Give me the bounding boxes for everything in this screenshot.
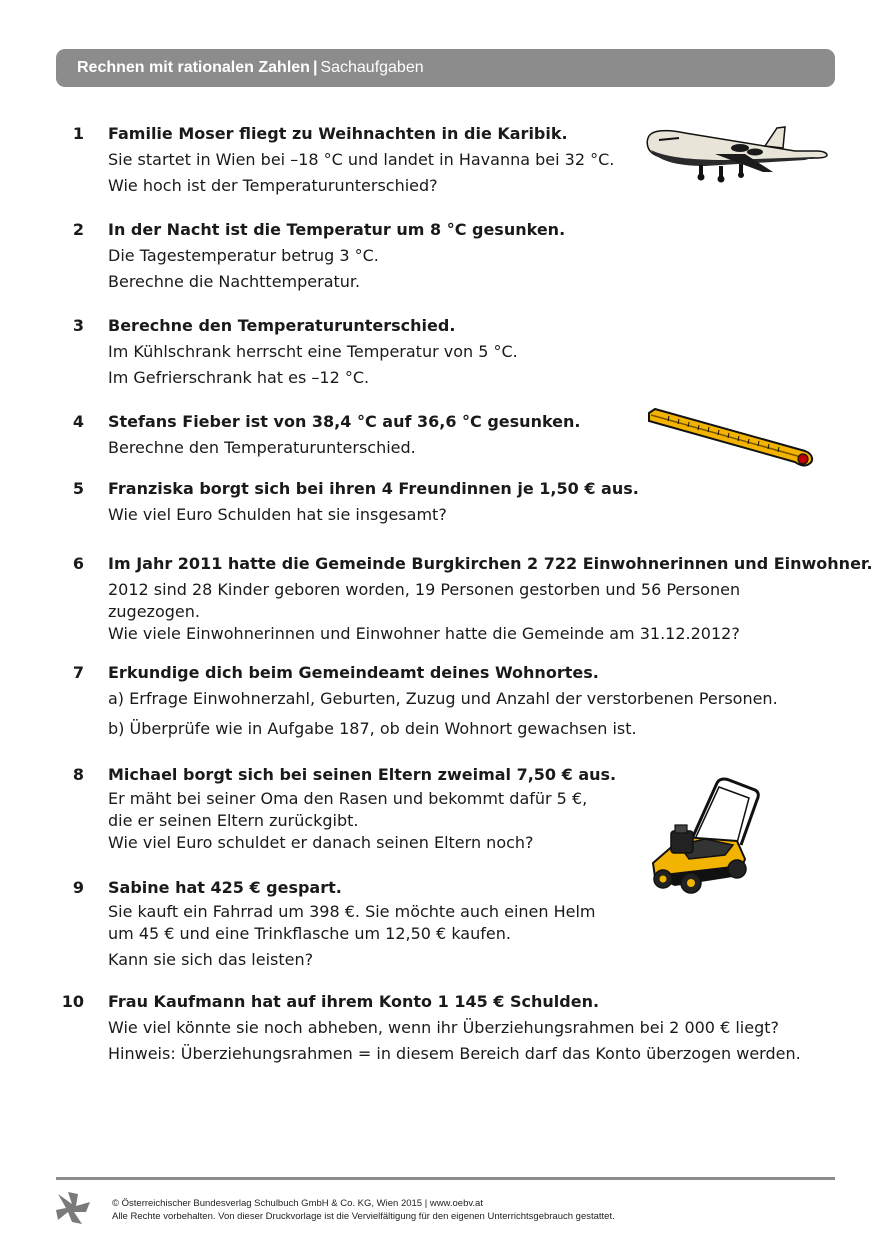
task-line: Wie viel Euro schuldet er danach seinen Eltern noch? — [108, 833, 534, 852]
thermometer-illustration — [645, 407, 817, 469]
task-line: Sie kauft ein Fahrrad um 398 €. Sie möchte auch einen Helm — [108, 902, 596, 921]
lawnmower-illustration — [645, 775, 760, 897]
task-line: Die Tagestemperatur betrug 3 °C. — [108, 246, 379, 265]
header-separator: | — [312, 59, 318, 76]
task-question: In der Nacht ist die Temperatur um 8 °C gesunken. — [108, 220, 566, 239]
task-number: 8 — [72, 765, 84, 784]
task-line: Kann sie sich das leisten? — [108, 950, 314, 969]
task-question: Berechne den Temperaturunterschied. — [108, 316, 456, 335]
footer-rights: Alle Rechte vorbehalten. Von dieser Druckvorlage ist die Vervielfältigung für den eigenen Unterrichtsgebrauch gestattet. — [112, 1211, 615, 1222]
task-line: Hinweis: Überziehungsrahmen = in diesem Bereich darf das Konto überzogen werden. — [108, 1044, 801, 1063]
task-line: zugezogen. — [108, 602, 200, 621]
task-line: Wie viel Euro Schulden hat sie insgesamt? — [108, 505, 447, 524]
airplane-illustration — [645, 124, 830, 184]
header-title: Rechnen mit rationalen Zahlen — [77, 59, 310, 76]
task-number: 5 — [72, 479, 84, 498]
footer-divider — [56, 1177, 835, 1180]
task-question: Sabine hat 425 € gespart. — [108, 878, 342, 897]
task-number: 1 — [72, 124, 84, 143]
task-number: 7 — [72, 663, 84, 682]
task-line: Berechne die Nachttemperatur. — [108, 272, 361, 291]
header-subtitle: Sachaufgaben — [320, 59, 424, 76]
task-line: a) Erfrage Einwohnerzahl, Geburten, Zuzug und Anzahl der verstorbenen Personen. — [108, 689, 778, 708]
task-number: 6 — [72, 554, 84, 573]
task-question: Im Jahr 2011 hatte die Gemeinde Burgkirchen 2 722 Einwohnerinnen und Einwohner. — [108, 554, 873, 573]
task-line: b) Überprüfe wie in Aufgabe 187, ob dein Wohnort gewachsen ist. — [108, 719, 637, 738]
footer-copyright: © Österreichischer Bundesverlag Schulbuch GmbH & Co. KG, Wien 2015 | www.oebv.at — [112, 1198, 483, 1209]
task-line: um 45 € und eine Trinkflasche um 12,50 € kaufen. — [108, 924, 511, 943]
task-question: Familie Moser fliegt zu Weihnachten in die Karibik. — [108, 124, 568, 143]
task-line: Wie viel könnte sie noch abheben, wenn ihr Überziehungsrahmen bei 2 000 € liegt? — [108, 1018, 779, 1037]
task-question: Franziska borgt sich bei ihren 4 Freundinnen je 1,50 € aus. — [108, 479, 639, 498]
task-number: 10 — [61, 992, 84, 1011]
task-question: Frau Kaufmann hat auf ihrem Konto 1 145 € Schulden. — [108, 992, 600, 1011]
task-line: Im Gefrierschrank hat es –12 °C. — [108, 368, 370, 387]
task-number: 4 — [72, 412, 84, 431]
task-line: Sie startet in Wien bei –18 °C und landet in Havanna bei 32 °C. — [108, 150, 615, 169]
task-line: 2012 sind 28 Kinder geboren worden, 19 Personen gestorben und 56 Personen — [108, 580, 741, 599]
header-bar — [56, 49, 835, 87]
footer-text — [112, 1197, 615, 1223]
task-number: 3 — [72, 316, 84, 335]
task-question: Erkundige dich beim Gemeindeamt deines Wohnortes. — [108, 663, 599, 682]
task-line: Im Kühlschrank herrscht eine Temperatur von 5 °C. — [108, 342, 518, 361]
task-line: Berechne den Temperaturunterschied. — [108, 438, 416, 457]
task-line: Er mäht bei seiner Oma den Rasen und bekommt dafür 5 €, — [108, 789, 588, 808]
publisher-logo-icon — [54, 1190, 94, 1228]
task-line: Wie viele Einwohnerinnen und Einwohner hatte die Gemeinde am 31.12.2012? — [108, 624, 740, 643]
task-line: die er seinen Eltern zurückgibt. — [108, 811, 359, 830]
task-number: 9 — [72, 878, 84, 897]
task-question: Stefans Fieber ist von 38,4 °C auf 36,6 °C gesunken. — [108, 412, 581, 431]
task-question: Michael borgt sich bei seinen Eltern zweimal 7,50 € aus. — [108, 765, 617, 784]
task-number: 2 — [72, 220, 84, 239]
task-line: Wie hoch ist der Temperaturunterschied? — [108, 176, 438, 195]
